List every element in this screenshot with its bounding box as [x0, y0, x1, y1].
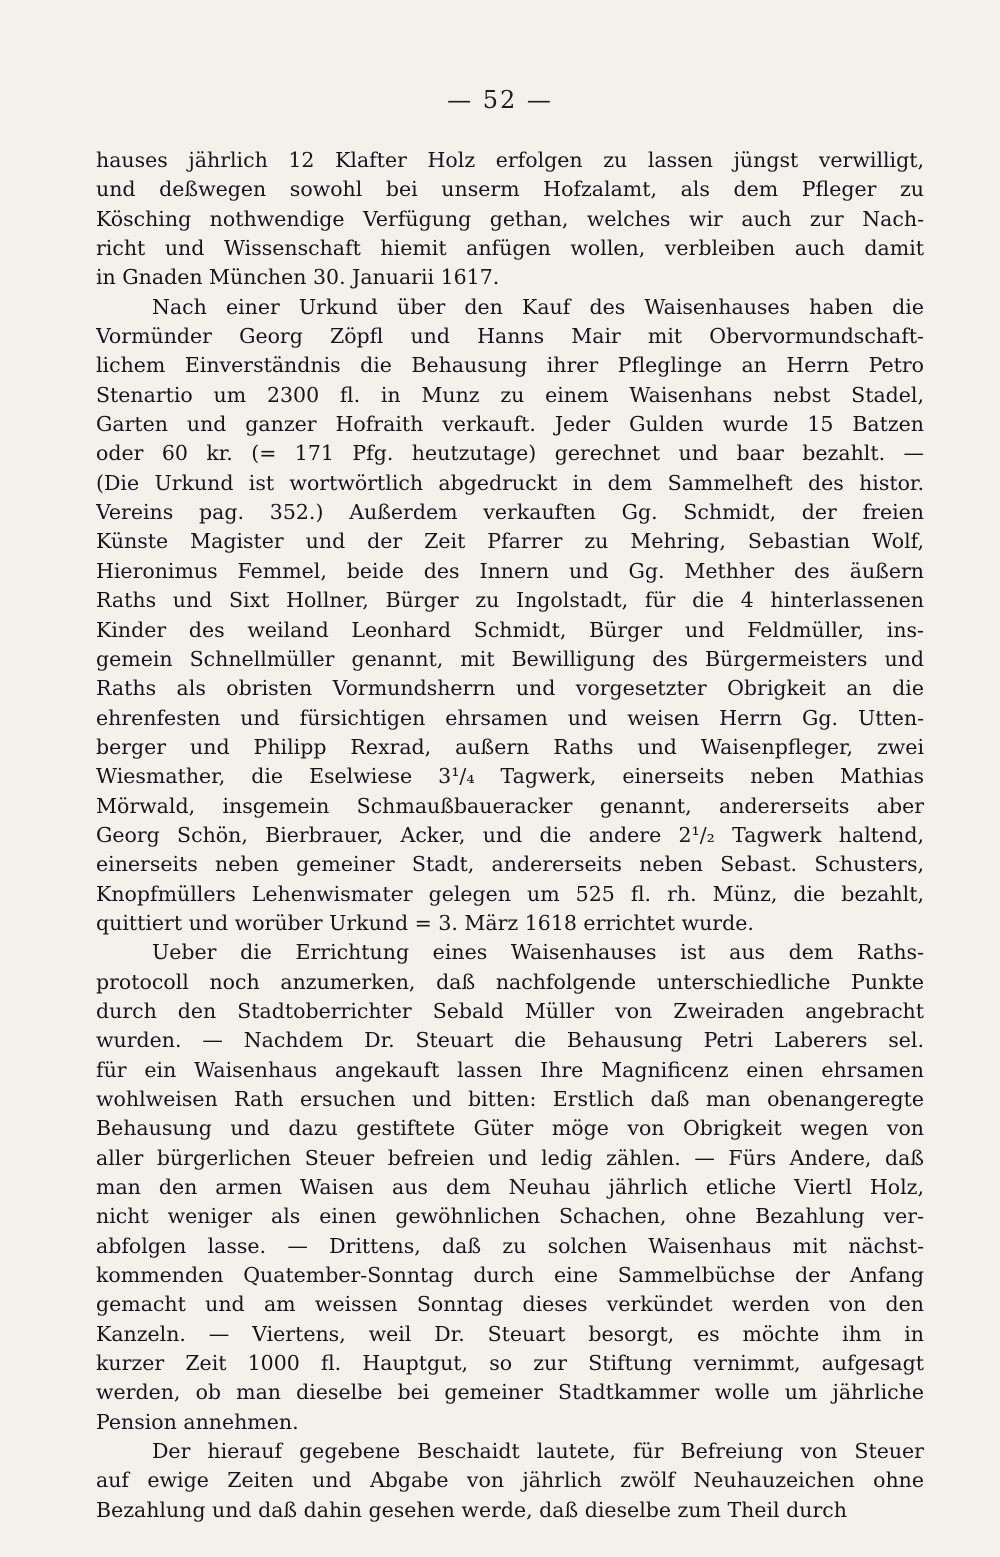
text-line: durch den Stadtoberrichter Sebald Müller von Zweiraden angebracht — [96, 998, 924, 1023]
text-line: Mörwald, insgemein Schmaußbaueracker genannt, andererseits aber — [96, 793, 924, 818]
text-line: Hieronimus Femmel, beide des Innern und Gg. Methher des äußern — [96, 558, 924, 583]
text-line: quittiert und worüber Urkund = 3. März 1618 errichtet wurde. — [96, 910, 754, 935]
text-line: Nach einer Urkund über den Kauf des Waisenhauses haben die — [152, 294, 924, 319]
text-line: wohlweisen Rath ersuchen und bitten: Erstlich daß man obenangeregte — [96, 1087, 924, 1111]
text-line: Vormünder Georg Zöpfl und Hanns Mair mit Obervormundschaft- — [96, 324, 924, 349]
text-line: in Gnaden München 30. Januarii 1617. — [96, 265, 500, 290]
text-line: Künste Magister und der Zeit Pfarrer zu Mehring, Sebastian Wolf, — [96, 529, 924, 554]
text-line: gemacht und am weissen Sonntag dieses verkündet werden von den — [96, 1292, 924, 1317]
text-line: man den armen Waisen aus dem Neuhau jährlich etliche Viertl Holz, — [96, 1175, 924, 1200]
text-line: Kanzeln. — Viertens, weil Dr. Steuart besorgt, es möchte ihm in — [96, 1321, 924, 1346]
text-line: lichem Einverständnis die Behausung ihrer Pfleglinge an Herrn Petro — [96, 353, 924, 378]
text-line: aller bürgerlichen Steuer befreien und ledig zählen. — Fürs Andere, daß — [96, 1145, 924, 1170]
text-line: Pension annehmen. — [96, 1409, 299, 1434]
text-line: und deßwegen sowohl bei unserm Hofzalamt, als dem Pfleger zu — [96, 177, 924, 202]
text-line: Stenartio um 2300 fl. in Munz zu einem Waisenhans nebst Stadel, — [96, 382, 924, 407]
text-line: berger und Philipp Rexrad, außern Raths und Waisenpfleger, zwei — [96, 734, 924, 759]
text-line: Behausung und dazu gestiftete Güter möge von Obrigkeit wegen von — [96, 1116, 924, 1141]
body-text — [96, 146, 924, 1525]
text-line: ehrenfesten und fürsichtigen ehrsamen und weisen Herrn Gg. Utten- — [96, 705, 924, 730]
text-line: Raths als obristen Vormundsherrn und vorgesetzter Obrigkeit an die — [96, 676, 924, 701]
text-line: einerseits neben gemeiner Stadt, andererseits neben Sebast. Schusters, — [96, 852, 924, 877]
text-line: Wiesmather, die Eselwiese 3¹/₄ Tagwerk, einerseits neben Mathias — [96, 764, 924, 789]
text-line: richt und Wissenschaft hiemit anfügen wollen, verbleiben auch damit — [96, 236, 924, 261]
text-line: protocoll noch anzumerken, daß nachfolgende unterschiedliche Punkte — [96, 969, 924, 994]
text-line: abfolgen lasse. — Drittens, daß zu solchen Waisenhaus mit nächst- — [96, 1233, 924, 1258]
page-number: — 52 — — [447, 86, 553, 114]
text-line: Der hierauf gegebene Beschaidt lautete, für Befreiung von Steuer — [152, 1439, 924, 1464]
text-line: kommenden Quatember-Sonntag durch eine Sammelbüchse der Anfang — [96, 1263, 924, 1288]
text-line: hauses jährlich 12 Klafter Holz erfolgen zu lassen jüngst verwilligt, — [96, 148, 924, 172]
text-line: für ein Waisenhaus angekauft lassen Ihre Magnificenz einen ehrsamen — [96, 1057, 924, 1082]
text-line: gemein Schnellmüller genannt, mit Bewilligung des Bürgermeisters und — [96, 646, 924, 671]
text-line: Ueber die Errichtung eines Waisenhauses ist aus dem Raths- — [152, 940, 924, 965]
text-line: werden, ob man dieselbe bei gemeiner Stadtkammer wolle um jährliche — [96, 1380, 924, 1405]
text-line: Bezahlung und daß dahin gesehen werde, daß dieselbe zum Theil durch — [96, 1497, 847, 1522]
text-line: Knopfmüllers Lehenwismater gelegen um 525 fl. rh. Münz, die bezahlt, — [96, 881, 924, 906]
text-line: (Die Urkund ist wortwörtlich abgedruckt in dem Sammelheft des histor. — [96, 470, 924, 495]
text-line: Georg Schön, Bierbrauer, Acker, und die andere 2¹/₂ Tagwerk haltend, — [96, 822, 924, 847]
text-line: Kösching nothwendige Verfügung gethan, welches wir auch zur Nach- — [96, 206, 924, 231]
text-line: wurden. — Nachdem Dr. Steuart die Behausung Petri Laberers sel. — [96, 1028, 924, 1053]
text-line: Kinder des weiland Leonhard Schmidt, Bürger und Feldmüller, ins- — [96, 617, 924, 642]
text-line: nicht weniger als einen gewöhnlichen Schachen, ohne Bezahlung ver- — [96, 1204, 924, 1229]
text-line: Vereins pag. 352.) Außerdem verkauften Gg. Schmidt, der freien — [96, 500, 924, 525]
text-line: oder 60 kr. (= 171 Pfg. heutzutage) gerechnet und baar bezahlt. — — [96, 441, 924, 466]
text-line: auf ewige Zeiten und Abgabe von jährlich zwölf Neuhauzeichen ohne — [96, 1468, 924, 1493]
text-line: kurzer Zeit 1000 fl. Hauptgut, so zur Stiftung vernimmt, aufgesagt — [96, 1351, 924, 1376]
text-line: Garten und ganzer Hofraith verkauft. Jeder Gulden wurde 15 Batzen — [96, 412, 924, 437]
text-line: Raths und Sixt Hollner, Bürger zu Ingolstadt, für die 4 hinterlassenen — [96, 588, 924, 613]
